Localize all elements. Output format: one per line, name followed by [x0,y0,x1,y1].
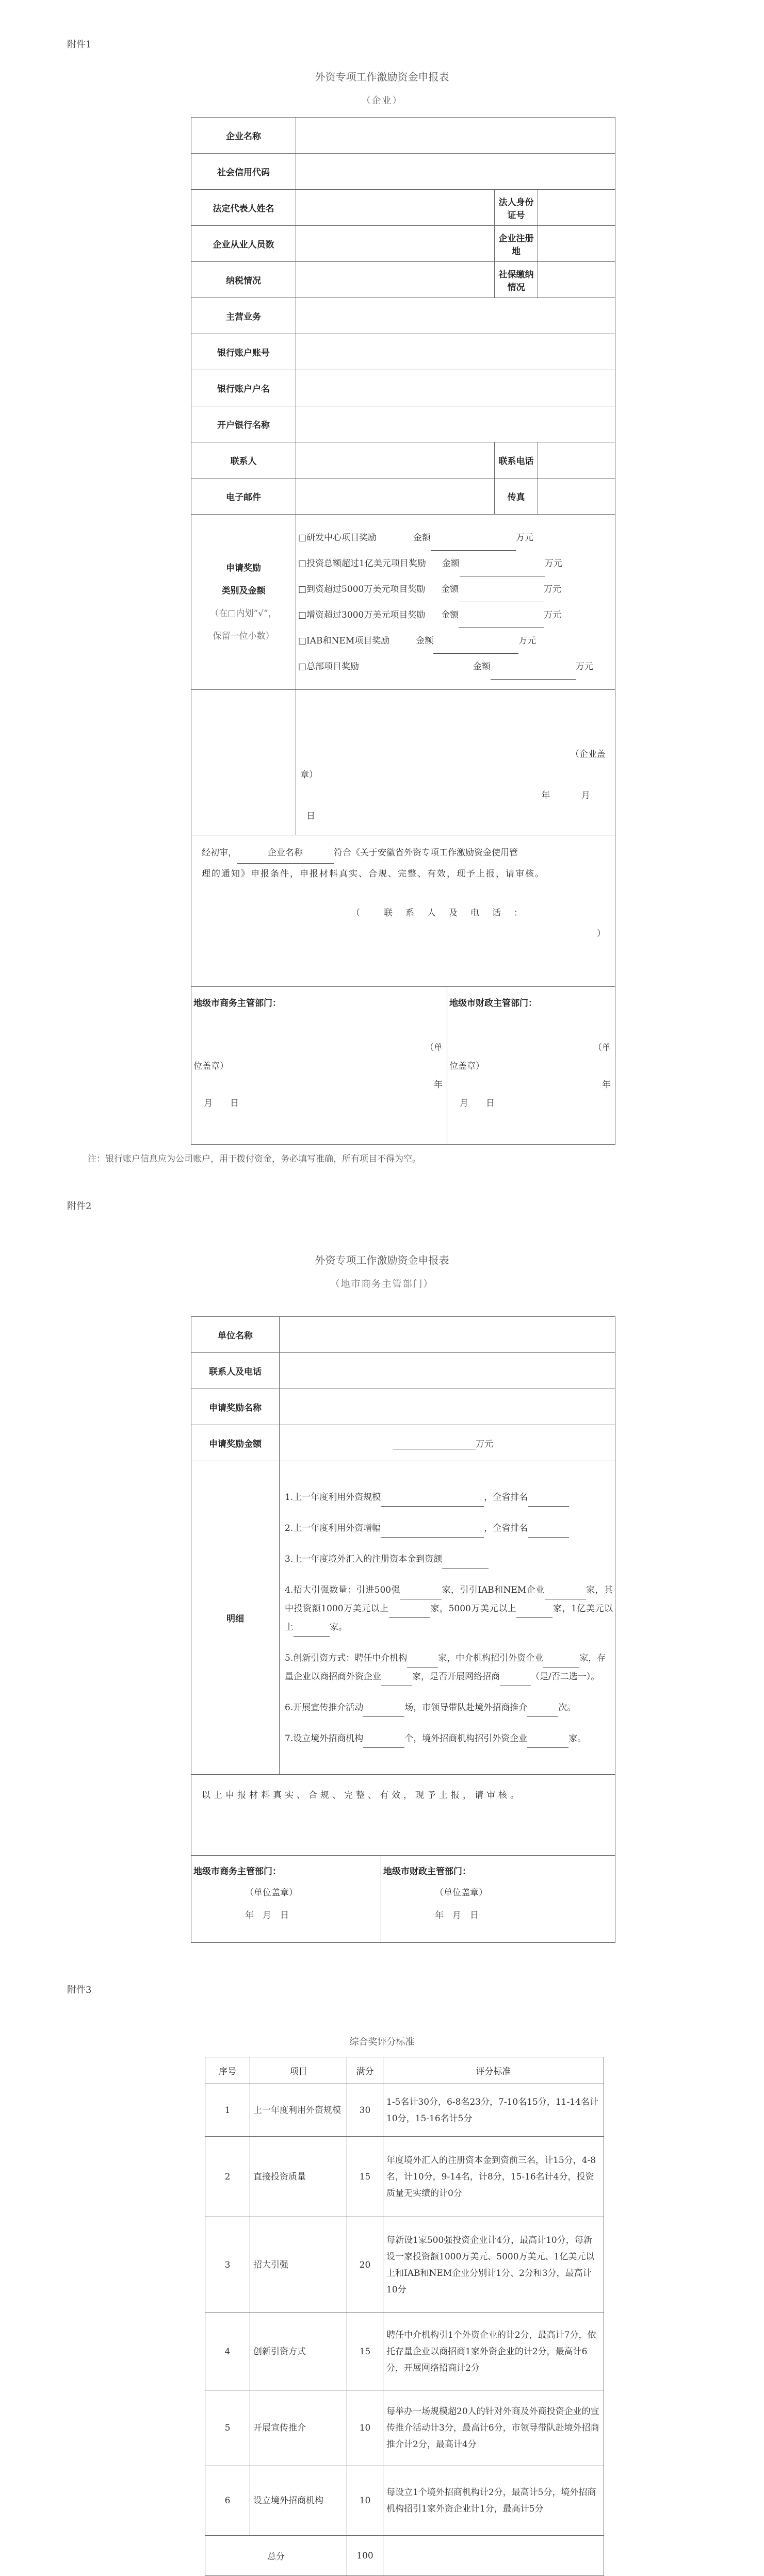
apply-item[interactable] [296,551,615,576]
company-seal-text-2: 章） [300,770,318,780]
table-header-row [205,2057,604,2084]
commerce-dept-cell[interactable] [191,987,447,1145]
annex2-commerce-cell[interactable] [191,1856,381,1943]
annex1-title: 外资专项工作激励资金申报表 [315,71,449,83]
annex2-title: 外资专项工作激励资金申报表 [315,1254,449,1266]
award-amount-cell[interactable] [280,1425,615,1461]
city-dept-application-table [191,1316,615,1943]
fax-cell[interactable] [538,478,615,515]
company-seal-date [300,785,611,806]
row-no: 3 [205,2217,250,2313]
row-no: 4 [205,2313,250,2390]
detail-text: 家，存量企业以商招商外资企业 [285,1653,606,1682]
finance-dept-label: 地级市财政主管部门： [449,998,537,1009]
apply-item-text: □总部项目奖励 [298,661,360,672]
blank[interactable] [528,1497,569,1507]
apply-label-1: 申请奖励 [226,563,261,573]
row-score: 10 [347,2466,383,2536]
commerce-seal-2: 位盖章） [193,1061,229,1071]
finance-seal: （单 [593,1043,611,1053]
finance-dept-cell[interactable] [447,987,615,1145]
apply-item-amount-label: 金额 [441,584,459,595]
apply-item-unit: 万元 [544,609,562,620]
total-score: 100 [347,2536,383,2576]
detail-item[interactable] [282,1519,613,1538]
declaration-body-1: 符合《关于安徽省外资专项工作激励资金使用管 [334,848,518,858]
id-no-cell[interactable] [538,190,615,226]
company-seal-day: 日 [306,811,315,821]
phone-label: 联系电话 [495,442,538,478]
annex2-finance-cell[interactable] [381,1856,615,1943]
blank[interactable] [516,1609,552,1618]
annex2-declaration: 以上申报材料真实、合规、完整、有效，现予上报，请审核。 [191,1775,615,1856]
apply-item-amount-label: 金额 [441,609,459,620]
apply-hint-2: 保留一位小数） [213,631,274,641]
amount-blank[interactable] [459,619,544,628]
award-name-cell[interactable] [280,1389,615,1425]
row-item: 创新引资方式 [250,2313,347,2390]
table-row [205,2137,604,2217]
apply-item-unit: 万元 [515,532,533,543]
unit-name-cell[interactable] [280,1317,615,1353]
account-name-label: 银行账户户名 [191,370,296,406]
employees-label: 企业从业人员数 [191,226,296,262]
detail-text: 家，是否开展网络招商 [412,1671,500,1682]
declaration-prefix: 经初审， [202,848,237,858]
row-no: 6 [205,2466,250,2536]
amount-blank[interactable] [460,567,545,576]
apply-item-text: □研发中心项目奖励 [298,532,377,543]
detail-text: 家，1亿美元以上 [285,1603,613,1632]
annex2-commerce-date: 年 月 日 [245,1910,289,1921]
enterprise-application-table [191,117,615,1145]
annex3-label: 附件3 [67,1985,92,1995]
apply-label-cell [191,515,296,690]
detail-text: 家，其中投资额1000万美元以上 [285,1584,613,1614]
blank[interactable] [442,1559,489,1568]
blank[interactable] [527,1708,558,1717]
credit-code-label: 社会信用代码 [191,154,296,190]
account-name-cell[interactable] [296,370,615,406]
social-security-cell[interactable] [538,262,615,298]
blank[interactable] [294,1627,330,1637]
detail-text: 家，中介机构招引外资企业 [438,1653,544,1663]
amount-blank[interactable] [459,593,544,602]
header-score: 满分 [347,2057,383,2084]
apply-item[interactable] [296,576,615,602]
detail-text: 家。 [330,1622,347,1632]
blank[interactable] [528,1528,569,1538]
row-score: 20 [347,2217,383,2313]
row-score: 15 [347,2137,383,2217]
social-security-label: 社保缴纳情况 [495,262,538,298]
award-name-label: 申请奖励名称 [191,1389,280,1425]
declaration-line-2: 理的通知》申报条件，申报材料真实、合规、完整、有效，现予上报，请审核。 [202,869,545,879]
amount-unit: 万元 [476,1439,493,1449]
company-seal-cell[interactable] [296,690,615,835]
tax-label: 纳税情况 [191,262,296,298]
apply-item-unit: 万元 [518,635,537,646]
bank-account-cell[interactable] [296,334,615,370]
blank[interactable] [407,1658,438,1667]
blank[interactable] [545,1590,586,1599]
email-label: 电子邮件 [191,478,296,515]
row-item: 设立境外招商机构 [250,2466,347,2536]
contact-cell[interactable] [296,442,495,478]
detail-label: 明细 [191,1461,280,1775]
award-amount-label: 申请奖励金额 [191,1425,280,1461]
apply-item[interactable] [296,602,615,628]
contact-phone-cell[interactable] [280,1353,615,1389]
detail-item[interactable] [282,1729,613,1748]
row-criteria: 年度境外汇入的注册资本金到资前三名，计15分，4-8名，计10分，9-14名，计8分，15-16名计4分，投资质量无实绩的计0分 [383,2137,604,2217]
detail-text: 家，引引IAB和NEM企业 [442,1584,545,1595]
detail-text: 7.设立境外招商机构 [285,1733,364,1744]
apply-item[interactable] [296,654,615,680]
amount-blank[interactable] [433,645,518,654]
detail-text: 家，5000万美元以上 [430,1603,517,1614]
detail-text: 4.招大引强数量：引进500强 [285,1584,401,1595]
row-score: 10 [347,2390,383,2466]
company-name-cell[interactable] [296,118,615,154]
detail-text: 场，市领导带队赴境外招商推介 [404,1702,528,1713]
header-item: 项目 [250,2057,347,2084]
seal-blank-cell [191,690,296,835]
row-criteria: 1-5名计30分，6-8名23分，7-10名15分，11-14名计10分，15-16名计5分 [383,2084,604,2137]
row-no: 1 [205,2084,250,2137]
table-row [205,2313,604,2390]
commerce-dept-label: 地级市商务主管部门： [193,998,281,1009]
apply-items-cell [296,515,615,690]
detail-text: 5.创新引资方式：聘任中介机构 [285,1653,408,1663]
legal-rep-cell[interactable] [296,190,495,226]
bank-name-label: 开户银行名称 [191,406,296,442]
detail-cell [280,1461,615,1775]
header-criteria: 评分标准 [383,2057,604,2084]
main-business-cell[interactable] [296,298,615,334]
annex2-subtitle: （地市商务主管部门） [330,1279,434,1290]
unit-name-label: 单位名称 [191,1317,280,1353]
row-no: 2 [205,2137,250,2217]
id-no-label: 法人身份证号 [495,190,538,226]
declaration-contact: （ 联 系 人 及 电 话 ： [351,908,525,918]
phone-cell[interactable] [538,442,615,478]
table-row [205,2466,604,2536]
annex2-finance-date: 年 月 日 [435,1910,479,1921]
detail-item[interactable] [282,1649,613,1686]
finance-date: 月 日 [460,1098,495,1109]
reg-place-cell[interactable] [538,226,615,262]
annex2-finance-label: 地级市财政主管部门： [383,1867,471,1877]
amount-blank[interactable] [491,670,576,680]
commerce-date: 月 日 [204,1098,239,1109]
email-cell[interactable] [296,478,495,515]
finance-seal-2: 位盖章） [449,1061,484,1071]
apply-hint-1: （在□内划“√”， [210,608,277,619]
row-no: 5 [205,2390,250,2466]
blank[interactable] [363,1708,404,1717]
fax-label: 传真 [495,478,538,515]
detail-text: 3.上一年度境外汇入的注册资本金到资额 [285,1554,443,1564]
apply-label-2: 类别及金额 [221,585,266,596]
row-score: 15 [347,2313,383,2390]
blank[interactable] [527,1739,568,1748]
detail-text: ，全省排名 [484,1492,528,1502]
main-business-label: 主营业务 [191,298,296,334]
company-name-blank[interactable]: 企业名称 [237,843,334,864]
scoring-standard-table [205,2057,604,2576]
detail-text: ，全省排名 [484,1523,528,1533]
apply-item-amount-label: 金额 [442,558,460,569]
tax-cell[interactable] [296,262,495,298]
detail-text: 次。 [558,1702,576,1713]
company-seal-text: （企业盖 [571,749,606,759]
legal-rep-label: 法定代表人姓名 [191,190,296,226]
blank[interactable] [381,1528,484,1538]
declaration-cell [191,835,615,987]
apply-item-unit: 万元 [544,558,562,569]
row-criteria: 每设立1个境外招商机构计2分，最高计5分，境外招商机构招引1家外资企业计1分，最高计5分 [383,2466,604,2536]
row-criteria: 聘任中介机构引1个外资企业的计2分，最高计7分，依托存量企业以商招商1家外资企业的计2分，最高计6分，开展网络招商计2分 [383,2313,604,2390]
table-row [205,2390,604,2466]
credit-code-cell[interactable] [296,154,615,190]
total-blank [383,2536,604,2576]
amount-blank[interactable] [431,541,516,551]
apply-item-amount-label: 金额 [473,661,491,672]
apply-item-unit: 万元 [575,661,593,672]
row-criteria: 每举办一场规模超20人的针对外商及外商投资企业的宣传推介活动计3分，最高计6分，市领导带队赴境外招商推介计2分，最高计4分 [383,2390,604,2466]
apply-item-text: □IAB和NEM项目奖励 [298,635,390,646]
detail-text: 2.上一年度利用外资增幅 [285,1523,381,1533]
blank[interactable] [400,1590,442,1599]
blank[interactable] [500,1677,531,1686]
contact-label: 联系人 [191,442,296,478]
detail-text: 家。 [568,1733,587,1744]
reg-place-label: 企业注册地 [495,226,538,262]
blank[interactable] [381,1497,484,1507]
total-row [205,2536,604,2576]
row-item: 招大引强 [250,2217,347,2313]
table-row [205,2217,604,2313]
bank-name-cell[interactable] [296,406,615,442]
declaration-close: ） [597,929,606,939]
row-item: 直接投资质量 [250,2137,347,2217]
year-label: 年 [541,790,550,801]
apply-item-unit: 万元 [544,584,562,595]
apply-item[interactable] [296,628,615,654]
annex1-label: 附件1 [67,39,92,50]
detail-item[interactable] [282,1581,613,1637]
blank[interactable] [389,1609,430,1618]
blank[interactable] [543,1658,579,1667]
detail-item[interactable] [282,1550,613,1568]
declaration-line-1 [197,843,610,864]
employees-cell[interactable] [296,226,495,262]
apply-item-text: □到资超过5000万美元项目奖励 [298,584,426,595]
commerce-seal: （单 [425,1043,443,1053]
month-label: 月 [581,790,590,801]
company-name-label: 企业名称 [191,118,296,154]
detail-item[interactable] [282,1698,613,1717]
bank-account-label: 银行账户账号 [191,334,296,370]
blank[interactable] [381,1677,412,1686]
annex2-commerce-label: 地级市商务主管部门： [193,1867,281,1877]
apply-item-amount-label: 金额 [416,635,434,646]
apply-item[interactable] [296,525,615,551]
commerce-year: 年 [434,1080,443,1090]
annex2-finance-seal: （单位盖章） [435,1888,487,1898]
amount-blank[interactable] [393,1440,476,1449]
total-label: 总分 [205,2536,347,2576]
annex2-label: 附件2 [67,1201,92,1212]
annex2-commerce-seal: （单位盖章） [245,1888,298,1898]
detail-text: 个，境外招商机构招引外资企业 [404,1733,528,1744]
annex3-title: 综合奖评分标准 [349,2037,415,2047]
row-score: 30 [347,2084,383,2137]
row-criteria: 每新设1家500强投资企业计4分，最高计10分，每新设一家投资额1000万美元、5000万美元、1亿美元以上和IAB和NEM企业分别计1分、2分和3分，最高计10分 [383,2217,604,2313]
header-no: 序号 [205,2057,250,2084]
row-item: 上一年度利用外资规模 [250,2084,347,2137]
finance-year: 年 [602,1080,611,1090]
detail-item[interactable] [282,1488,613,1507]
detail-text: 6.开展宣传推介活动 [285,1702,364,1713]
contact-phone-label: 联系人及电话 [191,1353,280,1389]
annex1-subtitle: （企业） [361,95,403,106]
apply-item-text: □增资超过3000万美元项目奖励 [298,609,426,620]
annex1-note: 注：银行账户信息应为公司账户，用于拨付资金，务必填写准确，所有项目不得为空。 [88,1154,421,1164]
detail-text: （是/否二选一）。 [531,1671,600,1682]
table-row [205,2084,604,2137]
blank[interactable] [363,1739,404,1748]
apply-item-text: □投资总额超过1亿美元项目奖励 [298,558,426,569]
apply-item-amount-label: 金额 [413,532,431,543]
row-item: 开展宣传推介 [250,2390,347,2466]
detail-text: 1.上一年度利用外资规模 [285,1492,381,1502]
